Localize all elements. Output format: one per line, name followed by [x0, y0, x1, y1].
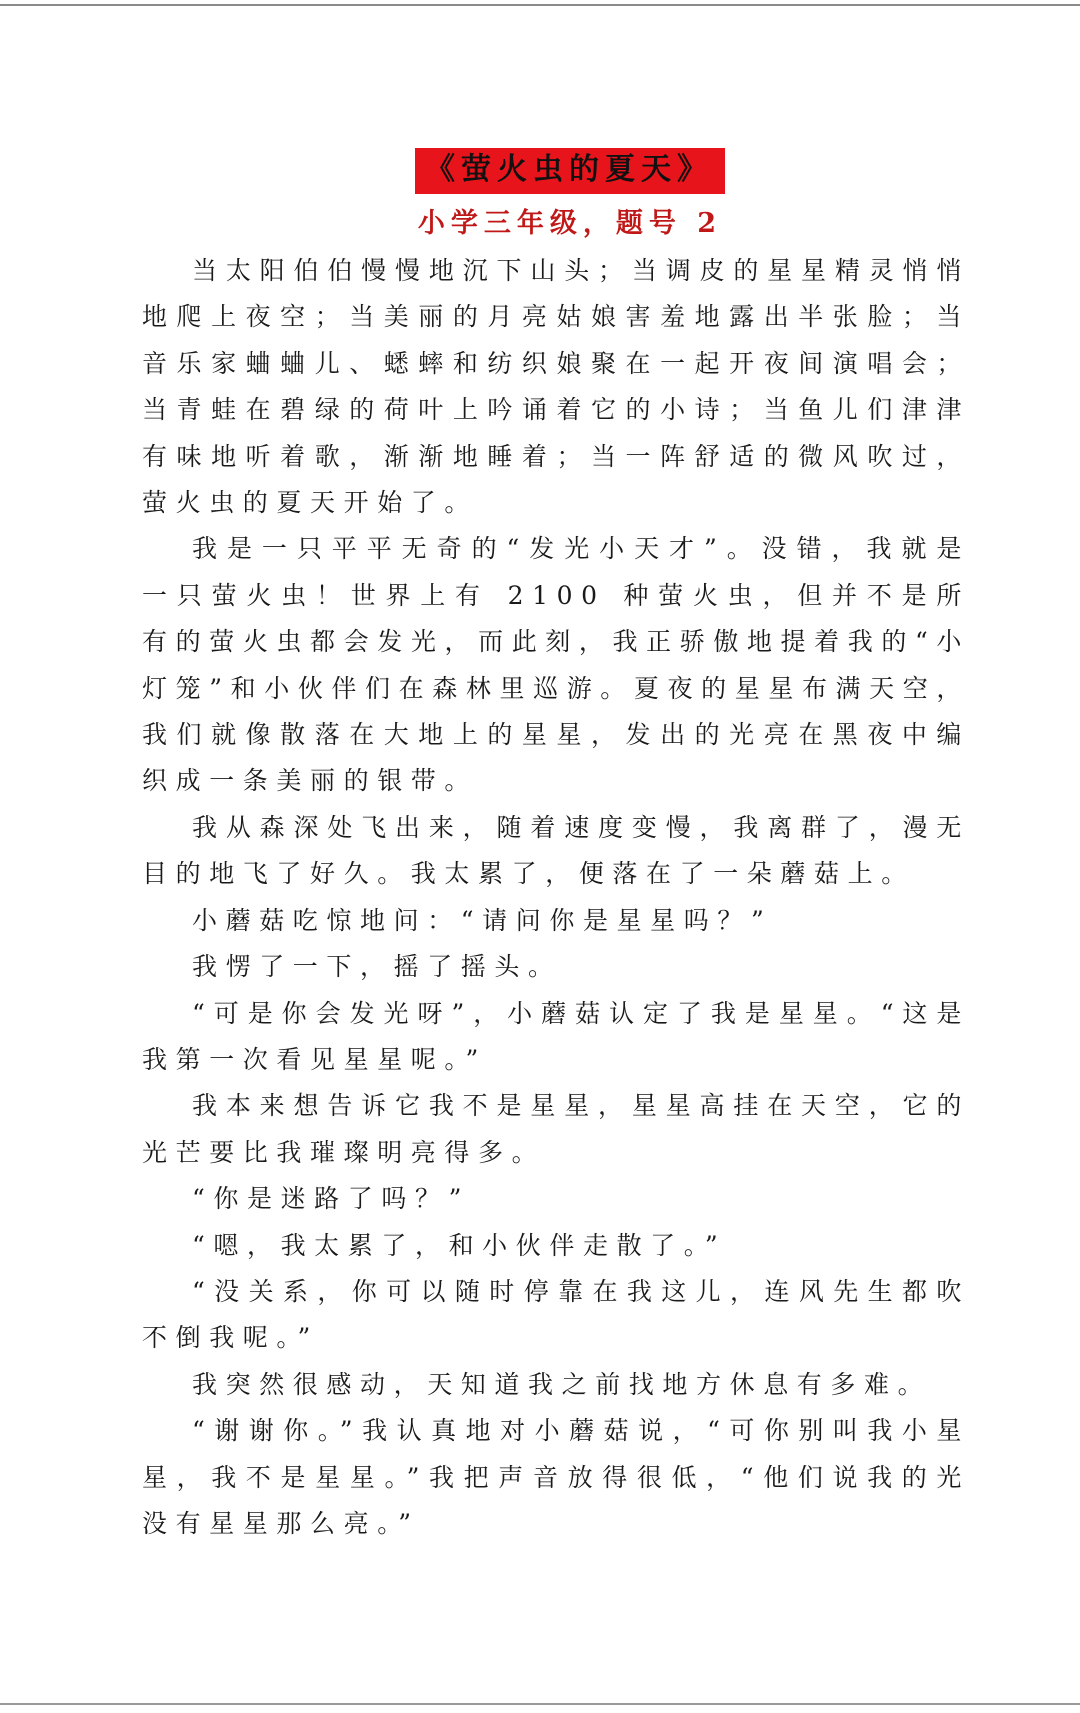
paragraph-10: “没关系，你可以随时停靠在我这儿，连风先生都吹不倒我呢。” — [142, 1276, 970, 1353]
paragraph-3: 我从森深处飞出来，随着速度变慢，我离群了，漫无目的地飞了好久。我太累了，便落在了一朵蘑菇上。 — [142, 812, 970, 889]
document-body — [142, 248, 970, 1547]
paragraph-6: “可是你会发光呀”，小蘑菇认定了我是星星。“这是我第一次看见星星呢。” — [142, 998, 970, 1074]
document-title: 《萤火虫的夏天》 — [415, 148, 725, 194]
paragraph-11: 我突然很感动，天知道我之前找地方休息有多难。 — [192, 1369, 932, 1399]
paragraph-4: 小蘑菇吃惊地问：“请问你是星星吗？” — [192, 905, 773, 935]
paragraph-12: “谢谢你。”我认真地对小蘑菇说，“可你别叫我小星星，我不是星星。”我把声音放得很低，“他们说我的光没有星星那么亮。” — [142, 1416, 970, 1538]
paragraph-1: 当太阳伯伯慢慢地沉下山头；当调皮的星星精灵悄悄地爬上夜空；当美丽的月亮姑娘害羞地露出半张脸；当音乐家蛐蛐儿、蟋蟀和纺织娘聚在一起开夜间演唱会；当青蛙在碧绿的荷叶上吟诵着它的小诗；当鱼儿们津津有味地听着歌，渐渐地睡着；当一阵舒适的微风吹过，萤火虫的夏天开始了。 — [142, 256, 970, 518]
paragraph-2: 我是一只平平无奇的“发光小天才”。没错，我就是一只萤火虫！世界上有 2100 种萤火虫，但并不是所有的萤火虫都会发光，而此刻，我正骄傲地提着我的“小灯笼”和小伙伴们在森林里巡游。夏夜的星星布满天空，我们就像散落在大地上的星星，发出的光亮在黑夜中编织成一条美丽的银带。 — [142, 534, 970, 796]
top-border-line — [0, 4, 1080, 6]
paragraph-8: “你是迷路了吗？” — [192, 1184, 470, 1214]
document-page — [142, 148, 970, 1547]
paragraph-5: 我愣了一下，摇了摇头。 — [192, 952, 562, 982]
paragraph-9: “嗯，我太累了，和小伙伴走散了。” — [192, 1230, 727, 1260]
document-subtitle: 小学三年级，题号 2 — [417, 208, 723, 239]
title-wrapper — [142, 148, 970, 194]
paragraph-7: 我本来想告诉它我不是星星，星星高挂在天空，它的光芒要比我璀璨明亮得多。 — [142, 1091, 970, 1167]
bottom-border-line — [0, 1703, 1080, 1705]
